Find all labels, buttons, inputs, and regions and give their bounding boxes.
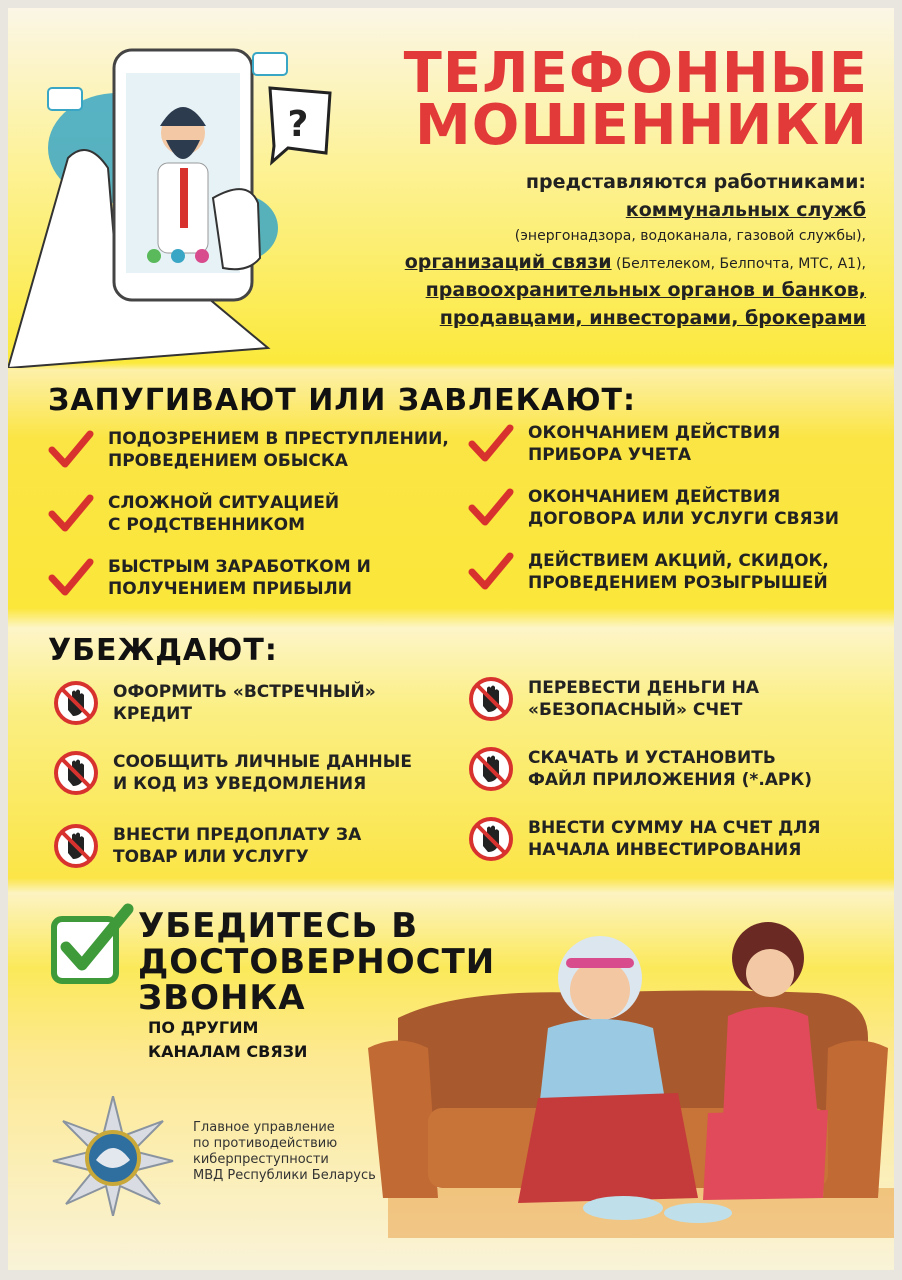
intro-line-1: представляются работниками:	[525, 171, 866, 193]
check-icon	[48, 494, 94, 534]
poster	[8, 8, 894, 1270]
persuade-item	[53, 680, 376, 726]
sofa-people-illustration	[368, 898, 894, 1238]
no-hand-icon	[468, 816, 514, 862]
verify-line-5: КАНАЛАМ СВЯЗИ	[148, 1042, 308, 1061]
scare-text-1: ДЕЙСТВИЕМ АКЦИЙ, СКИДОК,	[528, 551, 829, 571]
org-line-3: киберпреступности	[193, 1152, 329, 1167]
check-icon	[468, 488, 514, 528]
scare-text-2: ПРОВЕДЕНИЕМ ОБЫСКА	[108, 451, 348, 471]
persuade-text-1: ВНЕСТИ СУММУ НА СЧЕТ ДЛЯ	[528, 818, 821, 838]
no-hand-icon	[468, 676, 514, 722]
persuade-text-2: «БЕЗОПАСНЫЙ» СЧЕТ	[528, 700, 743, 720]
org-line-1: Главное управление	[193, 1120, 335, 1135]
phone-scammer-illustration	[8, 28, 368, 368]
scare-text-1: БЫСТРЫМ ЗАРАБОТКОМ И	[108, 557, 371, 577]
scare-text-2: ПРИБОРА УЧЕТА	[528, 445, 692, 465]
intro-line-5: правоохранительных органов и банков,	[425, 279, 866, 301]
org-name	[193, 1120, 376, 1184]
scare-item	[48, 492, 339, 536]
check-icon	[468, 424, 514, 464]
intro-line-4-rest: (Белтелеком, Белпочта, МТС, А1),	[611, 256, 866, 272]
page-title	[388, 41, 868, 158]
org-line-4: МВД Республики Беларусь	[193, 1168, 376, 1183]
verify-line-1: УБЕДИТЕСЬ В	[138, 906, 419, 946]
scare-item	[48, 556, 371, 600]
mvd-emblem	[48, 1096, 178, 1216]
verify-line-2: ДОСТОВЕРНОСТИ	[138, 942, 496, 982]
no-hand-icon	[468, 746, 514, 792]
scare-text-1: ОКОНЧАНИЕМ ДЕЙСТВИЯ	[528, 423, 781, 443]
persuade-text-1: ОФОРМИТЬ «ВСТРЕЧНЫЙ»	[113, 682, 376, 702]
persuade-text-1: СКАЧАТЬ И УСТАНОВИТЬ	[528, 748, 776, 768]
no-hand-icon	[53, 680, 99, 726]
check-icon	[468, 552, 514, 592]
scare-text-2: ПРОВЕДЕНИЕМ РОЗЫГРЫШЕЙ	[528, 573, 828, 593]
intro-line-4	[405, 248, 866, 276]
intro-line-4-bold: организаций связи	[404, 251, 612, 273]
scare-text-1: ОКОНЧАНИЕМ ДЕЙСТВИЯ	[528, 487, 781, 507]
persuade-item	[468, 746, 812, 792]
persuade-text-1: СООБЩИТЬ ЛИЧНЫЕ ДАННЫЕ	[113, 752, 413, 772]
check-icon	[48, 430, 94, 470]
persuade-text-1: ВНЕСТИ ПРЕДОПЛАТУ ЗА	[113, 825, 362, 845]
no-hand-icon	[53, 823, 99, 869]
scare-text-1: СЛОЖНОЙ СИТУАЦИЕЙ	[108, 493, 340, 513]
scare-item	[468, 550, 829, 594]
scare-item	[468, 422, 780, 466]
org-line-2: по противодействию	[193, 1136, 338, 1151]
verify-line-3: ЗВОНКА	[138, 978, 306, 1018]
scare-text-2: С РОДСТВЕННИКОМ	[108, 515, 306, 535]
persuade-text-2: КРЕДИТ	[113, 704, 192, 724]
svg-text:?: ?	[287, 104, 309, 145]
persuade-text-2: ФАЙЛ ПРИЛОЖЕНИЯ (*.АРК)	[528, 770, 813, 790]
scare-text-2: ДОГОВОРА ИЛИ УСЛУГИ СВЯЗИ	[528, 509, 839, 529]
persuade-item	[468, 676, 759, 722]
verify-check-icon	[48, 903, 138, 988]
scare-item	[48, 428, 449, 472]
persuade-text-1: ПЕРЕВЕСТИ ДЕНЬГИ НА	[528, 678, 760, 698]
title-line-1: ТЕЛЕФОННЫЕ	[403, 41, 868, 106]
persuade-heading: УБЕЖДАЮТ:	[48, 633, 278, 668]
persuade-item	[53, 823, 361, 869]
scare-item	[468, 486, 839, 530]
scare-text-1: ПОДОЗРЕНИЕМ В ПРЕСТУПЛЕНИИ,	[108, 429, 449, 449]
title-line-2: МОШЕННИКИ	[414, 93, 868, 158]
persuade-text-2: И КОД ИЗ УВЕДОМЛЕНИЯ	[113, 774, 367, 794]
no-hand-icon	[53, 750, 99, 796]
scare-text-2: ПОЛУЧЕНИЕМ ПРИБЫЛИ	[108, 579, 352, 599]
intro-line-6: продавцами, инвесторами, брокерами	[439, 307, 866, 329]
intro-line-2: коммунальных служб	[625, 199, 866, 221]
persuade-item	[53, 750, 412, 796]
scare-heading: ЗАПУГИВАЮТ ИЛИ ЗАВЛЕКАЮТ:	[48, 383, 636, 418]
intro-line-3: (энергонадзора, водоканала, газовой службы),	[514, 228, 866, 244]
check-icon	[48, 558, 94, 598]
persuade-text-2: НАЧАЛА ИНВЕСТИРОВАНИЯ	[528, 840, 802, 860]
verify-line-4: ПО ДРУГИМ	[148, 1018, 259, 1037]
intro-block	[405, 168, 866, 332]
persuade-text-2: ТОВАР ИЛИ УСЛУГУ	[113, 847, 309, 867]
persuade-item	[468, 816, 820, 862]
